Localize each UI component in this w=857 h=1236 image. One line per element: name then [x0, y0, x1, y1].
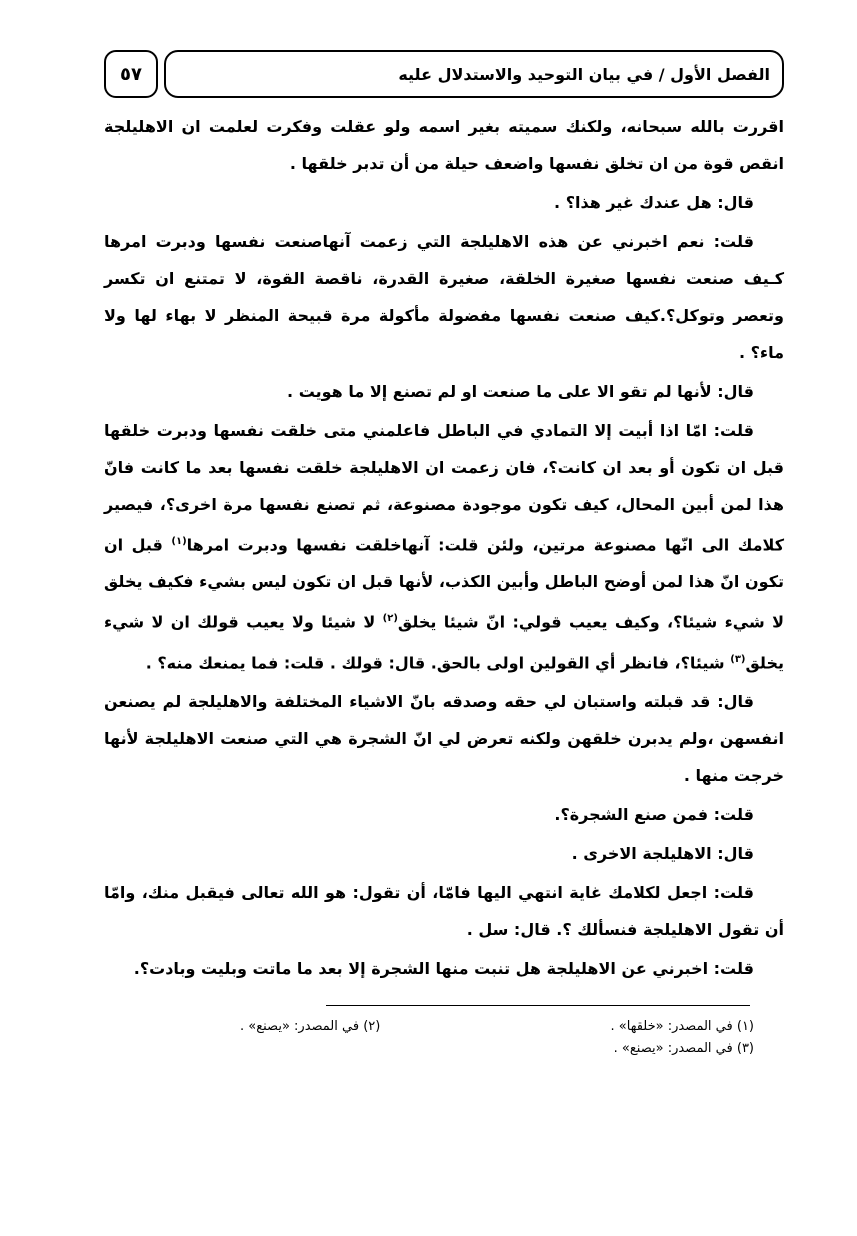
footnote-2: (٢) في المصدر: «يصنع» .: [240, 1019, 381, 1034]
paragraph: قلت: اخبرني عن الاهليلجة هل تنبت منها الشجرة إلا بعد ما ماتت وبليت وبادت؟.: [133, 958, 754, 978]
paragraph-part: لا شيئا ولا يعيب قولك ان لا شيء يخلق: [104, 612, 784, 672]
paragraph: قلت: اجعل لكلامك غاية انتهي اليها فامّا، أن تقول: هو الله تعالى فيقبل منك، وامّا أن تقول الاهليلجة فنسألك ؟. قال: سل .: [104, 882, 784, 939]
footnote-ref: (١): [171, 536, 187, 547]
footnote-ref: (٢): [382, 613, 398, 625]
footnote-ref: (٣): [730, 653, 746, 665]
chapter-title: الفصل الأول / في بيان التوحيد والاستدلال عليه: [398, 65, 770, 84]
paragraph: قلت: فمن صنع الشجرة؟.: [554, 804, 754, 824]
footnote-3: (٣) في المصدر: «يصنع» .: [613, 1041, 754, 1056]
paragraph: قال: الاهليلجة الاخرى .: [571, 843, 754, 863]
paragraph: قال: لأنها لم تقو الا على ما صنعت او لم تصنع إلا ما هويت .: [287, 382, 754, 401]
page-number: ٥٧: [120, 63, 142, 85]
footnote-divider: [326, 1005, 750, 1006]
paragraph: اقررت بالله سبحانه، ولكنك سميته بغير اسمه ولو عقلت وفكرت لعلمت ان الاهليلجة انقص قوة من ان تخلق نفسها واضعف حيلة من أن تدبر خلقها .: [104, 117, 784, 173]
page-number-box: [104, 50, 158, 98]
page-header: [104, 50, 784, 102]
paragraph-part: شيئا؟، فانظر أي القولين اولى بالحق. قال: قولك . قلت: فما يمنعك منه؟ .: [145, 652, 725, 672]
footnote-row: [240, 1016, 754, 1038]
footnotes: [240, 1016, 754, 1060]
paragraph: قال: قد قبلته واستبان لي حقه وصدقه بانّ الاشياء المختلفة والاهليلجة لم يصنعن انفسهن ،ولم يدبرن خلقهن ولكنه تعرض لي انّ الشجرة هي التي صنعت الاهليلجة لأنها خرجت منها .: [104, 691, 784, 785]
chapter-title-box: [164, 50, 784, 98]
paragraph: قال: هل عندك غير هذا؟ .: [554, 193, 754, 212]
body-text: [104, 108, 784, 989]
footnote-1: (١) في المصدر: «خلقها» .: [610, 1019, 754, 1034]
footnote-row: [240, 1038, 754, 1060]
paragraph-with-footnotes: [104, 412, 784, 681]
paragraph-part: قلت: امّا اذا أبيت إلا التمادي في الباطل فاعلمني متى خلقت نفسها ودبرت خلقها قبل ان تكون أو بعد ان كانت؟، فان زعمت ان الاهليلجة خلقت نفسها بعد ما كانت فانّ هذا لمن أبين المحال، كيف تكون موجودة مصنوعة، ثم تصنع نفسها مرة اخرى؟، فيصير كلامك الى انّها مصنوعة مرتين، ولئن قلت: آنهاخلقت نفسها ودبرت امرها: [104, 421, 785, 555]
paragraph-part: قبل ان تكون انّ هذا لمن أوضح الباطل وأبين الكذب، لأنها قبل ان تكون ليس بشيء فكيف يخلق لا شيء شيئا؟، وكيف يعيب قولي: انّ شيئا يخلق: [104, 535, 784, 632]
paragraph: قلت: نعم اخبرني عن هذه الاهليلجة التي زعمت آنهاصنعت نفسها ودبرت امرها كـيف صنعت نفسها صغيرة الخلقة، صغيرة القدرة، ناقصة القوة، لا تمتنع ان تكسر وتعصر وتوكل؟.كيف صنعت نفسها مفضولة مأكولة مرة قبيحة المنظر لا بهاء لها ولا ماء؟ .: [104, 232, 784, 362]
